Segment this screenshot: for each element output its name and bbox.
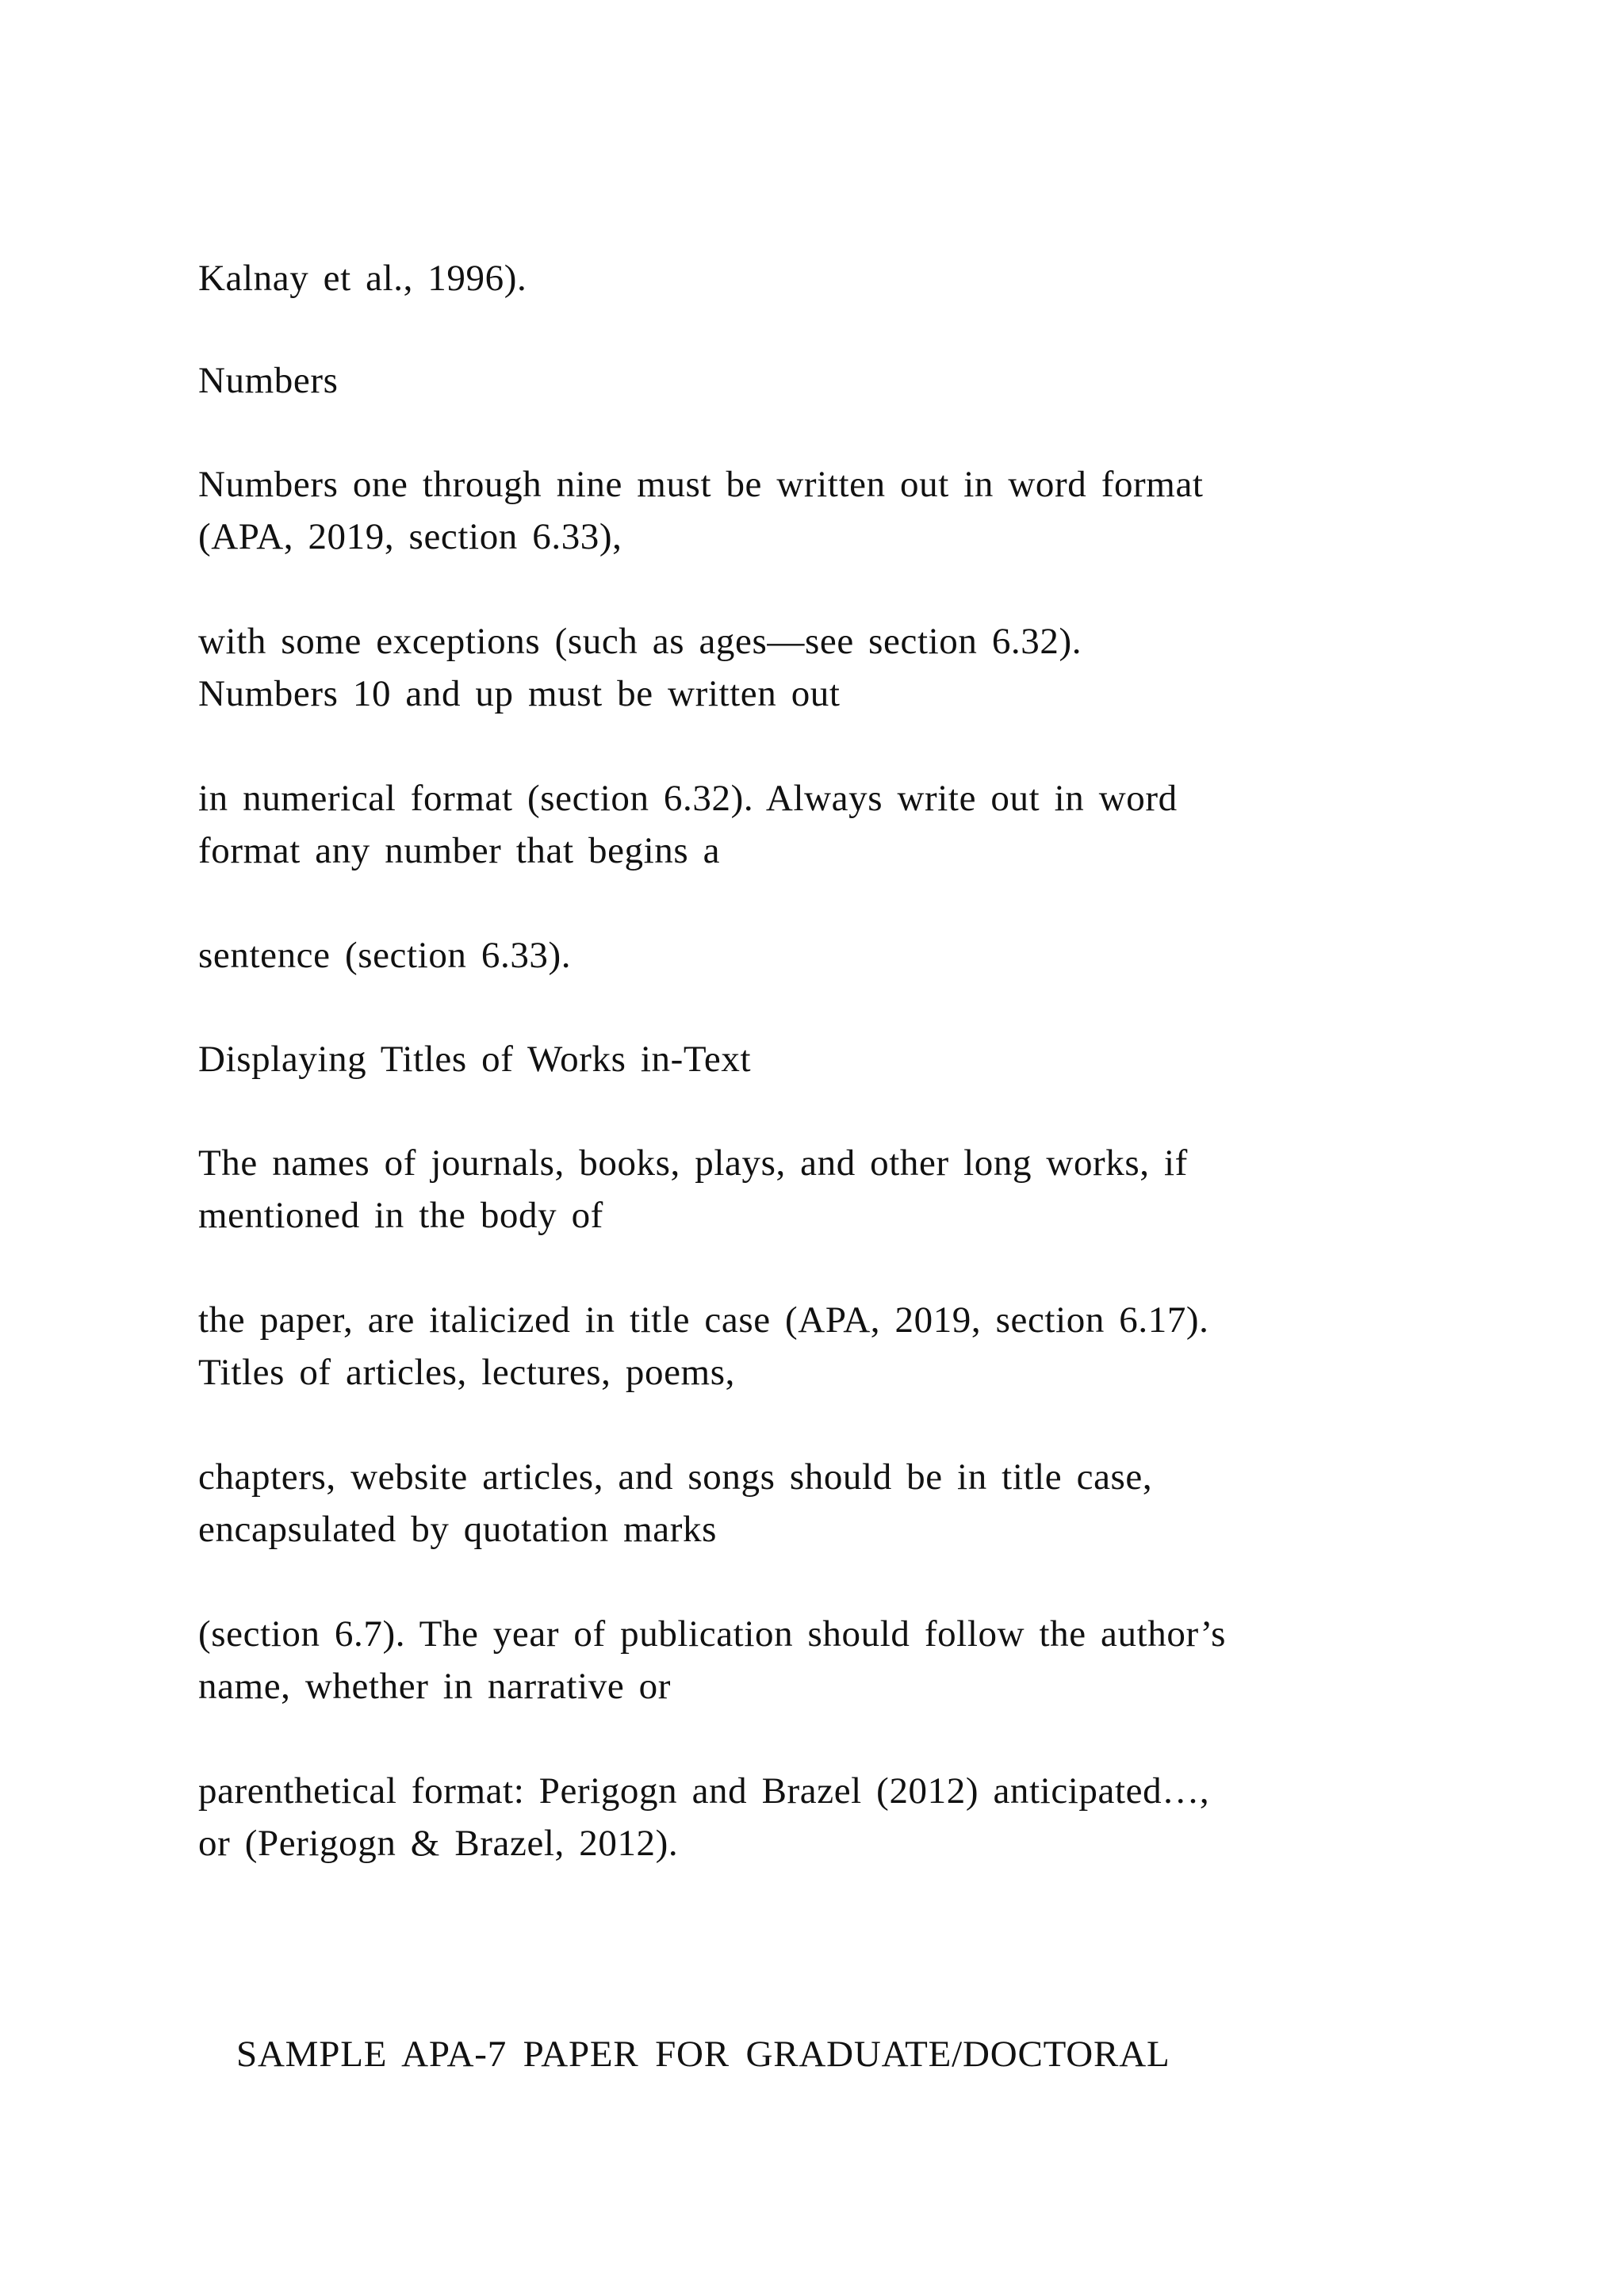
text-line: The names of journals, books, plays, and other long works, if: [198, 1142, 1188, 1184]
text-line: with some exceptions (such as ages—see section 6.32).: [198, 621, 1082, 662]
text-line: Numbers one through nine must be written out in word format: [198, 464, 1204, 505]
text-line: chapters, website articles, and songs should be in title case,: [198, 1456, 1153, 1498]
text-line: Kalnay et al., 1996).: [198, 258, 527, 299]
text-line: parenthetical format: Perigogn and Brazel (2012) anticipated…,: [198, 1770, 1210, 1812]
text-line: encapsulated by quotation marks: [198, 1509, 717, 1550]
section-heading: Displaying Titles of Works in-Text: [198, 1039, 752, 1080]
text-line: Titles of articles, lectures, poems,: [198, 1352, 735, 1393]
text-line: or (Perigogn & Brazel, 2012).: [198, 1823, 679, 1864]
text-line: mentioned in the body of: [198, 1195, 603, 1236]
text-line: Numbers 10 and up must be written out: [198, 673, 841, 714]
text-line: the paper, are italicized in title case (APA, 2019, section 6.17).: [198, 1299, 1209, 1341]
text-line: name, whether in narrative or: [198, 1666, 672, 1707]
running-head: SAMPLE APA-7 PAPER FOR GRADUATE/DOCTORAL: [236, 2034, 1170, 2075]
text-line: format any number that begins a: [198, 830, 721, 871]
text-line: sentence (section 6.33).: [198, 935, 572, 976]
text-line: in numerical format (section 6.32). Always write out in word: [198, 778, 1178, 819]
text-line: (section 6.7). The year of publication should follow the author’s: [198, 1613, 1227, 1655]
text-line: (APA, 2019, section 6.33),: [198, 516, 622, 557]
section-heading: Numbers: [198, 360, 339, 401]
